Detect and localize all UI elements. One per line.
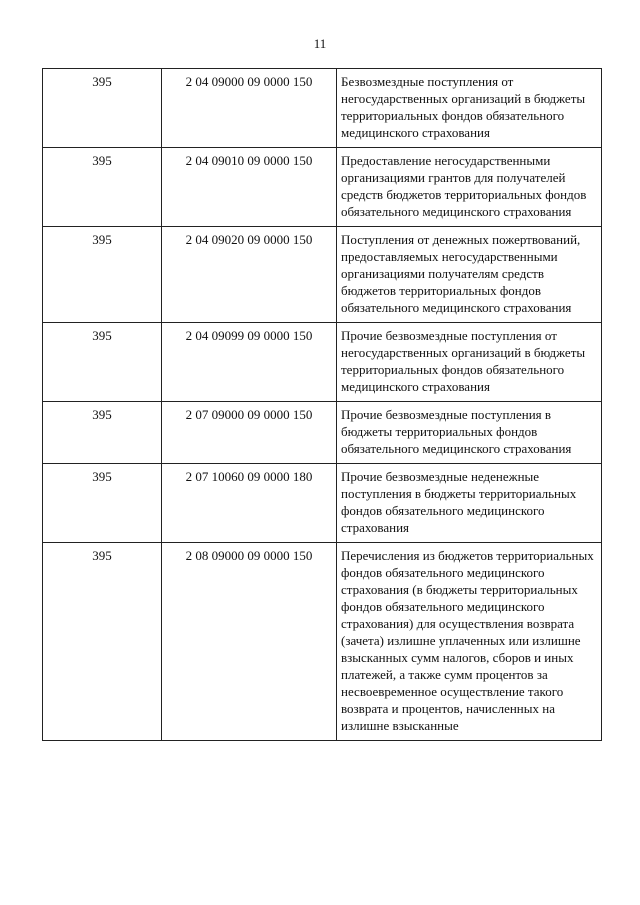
- page-number: 11: [313, 36, 327, 51]
- admin-code-cell: 395: [43, 69, 162, 148]
- income-name-cell: Перечисления из бюджетов территориальных фондов обязательного медицинского страхования (в бюджеты территориальных фондов обязательного медицинского страхования) для осуществления возврата (зачета) излишне уплаченных или излишне взысканных сумм налогов, сборов и иных платежей, а также сумм процентов за несвоевременное осуществление такого возврата и процентов, начисленных на излишне взысканные: [337, 543, 602, 741]
- budget-code-cell: 2 04 09020 09 0000 150: [162, 227, 337, 323]
- budget-code-cell: 2 07 10060 09 0000 180: [162, 464, 337, 543]
- income-name-cell: Предоставление негосударственными организациями грантов для получателей средств бюджетов территориальных фондов обязательного медицинского страхования: [337, 148, 602, 227]
- table-row: [43, 402, 602, 464]
- admin-code-cell: 395: [43, 543, 162, 741]
- income-name-cell: Поступления от денежных пожертвований, предоставляемых негосударственными организациями получателям средств бюджетов территориальных фондов обязательного медицинского страхования: [337, 227, 602, 323]
- budget-codes-table: [42, 68, 602, 741]
- budget-code-cell: 2 04 09010 09 0000 150: [162, 148, 337, 227]
- table-row: [43, 323, 602, 402]
- income-name-cell: Прочие безвозмездные неденежные поступления в бюджеты территориальных фондов обязательного медицинского страхования: [337, 464, 602, 543]
- admin-code-cell: 395: [43, 402, 162, 464]
- income-name-cell: Безвозмездные поступления от негосударственных организаций в бюджеты территориальных фондов обязательного медицинского страхования: [337, 69, 602, 148]
- budget-code-cell: 2 07 09000 09 0000 150: [162, 402, 337, 464]
- table-row: [43, 543, 602, 741]
- table-row: [43, 69, 602, 148]
- budget-code-cell: 2 08 09000 09 0000 150: [162, 543, 337, 741]
- income-name-cell: Прочие безвозмездные поступления в бюджеты территориальных фондов обязательного медицинского страхования: [337, 402, 602, 464]
- table-row: [43, 227, 602, 323]
- income-name-cell: Прочие безвозмездные поступления от негосударственных организаций в бюджеты территориальных фондов обязательного медицинского страхования: [337, 323, 602, 402]
- admin-code-cell: 395: [43, 323, 162, 402]
- admin-code-cell: 395: [43, 148, 162, 227]
- table-row: [43, 148, 602, 227]
- budget-code-cell: 2 04 09099 09 0000 150: [162, 323, 337, 402]
- admin-code-cell: 395: [43, 464, 162, 543]
- budget-code-cell: 2 04 09000 09 0000 150: [162, 69, 337, 148]
- table-row: [43, 464, 602, 543]
- admin-code-cell: 395: [43, 227, 162, 323]
